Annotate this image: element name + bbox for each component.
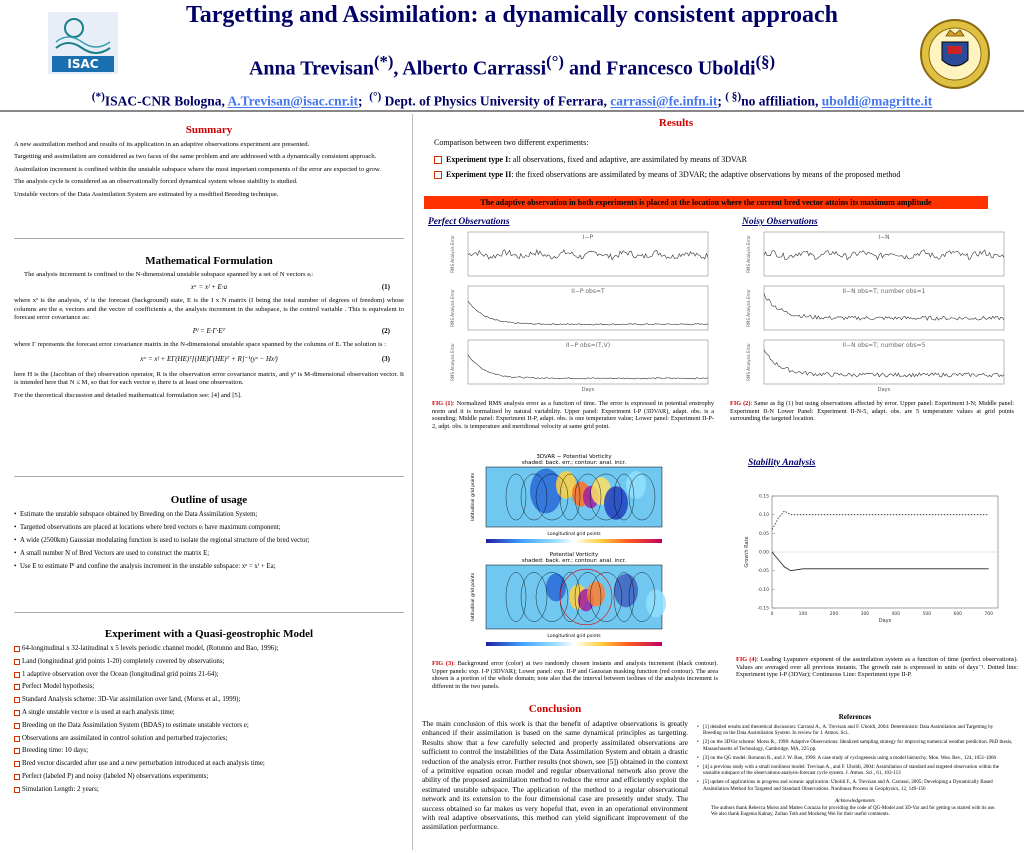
equation-3-text: xᵃ = xᶠ + EΓ(HE)ᵀ[(HE)Γ(HE)ᵀ + R]⁻¹(yᵒ − Hxᶠ) xyxy=(140,355,278,364)
list-item: Observations are assimilated in control solution and perturbed trajectories; xyxy=(14,735,404,743)
y-tick-label: -0.15 xyxy=(757,606,769,612)
fig4-caption xyxy=(736,656,1018,679)
panel-label: II−N obs=T; number obs=1 xyxy=(842,288,926,295)
experiment-type-2-label: Experiment type II xyxy=(446,170,512,179)
reference-item: • [3] on the QG model: Rotunno R., and J. W. Bao, 1996: A case study of cyclogenesis using a model hierarchy. Mon. Wea. Rev., 124, 1051-1066 xyxy=(697,755,1013,761)
map1-ylabel: latitudinal grid points xyxy=(471,472,476,522)
list-item: • A small number N of Bred Vectors are used to construct the matrix E; xyxy=(14,550,404,558)
panel-ylabel: RMS Analysis Error xyxy=(746,235,751,273)
fig3-label: FIG (3) xyxy=(432,660,454,667)
x-tick-label: 400 xyxy=(891,612,901,617)
y-tick-label: 0.05 xyxy=(758,531,769,537)
x-axis-label: Days xyxy=(878,618,892,624)
experiment-type-2 xyxy=(434,170,1014,180)
fig1-text: : Normalized RMS analysis error as a function of time. The error is expressed in potential enstrophy norm and it is normalized by natural variability. Upper panel: Experiment I-P (3DVAR), adapt. obs. is a sounding; Middle panel: Experiment II-P, adapt. obs. is one temperature value; Lower panel: Experiment II-P-2, adpt. obs. is temperature and meridional velocity at same grid point. xyxy=(432,400,714,430)
x-tick-label: 700 xyxy=(984,612,994,617)
list-item: Breeding time: 10 days; xyxy=(14,747,404,755)
map2-colorbar xyxy=(486,642,662,646)
x-tick-label: 500 xyxy=(922,612,932,617)
map1-title: 3DVAR − Potential Vorticity xyxy=(536,454,612,460)
x-tick-label: 600 xyxy=(953,612,963,617)
reference-item: • [4] a previous study with a small nonlinear model: Trevisan A., and F. Uboldi, 2004: Assimilation of standard and targeted observation within the unstable subspace of the observations-analysis-forecast cycle system. J. Atmos. Sci., 61, 103-113 xyxy=(697,764,1013,776)
list-item: • Use E to estimate Pᶠ and confine the analysis increment in the unstable subspace: xᵃ = xᶠ + Ea; xyxy=(14,563,404,571)
panel-xlabel: Days xyxy=(877,387,891,393)
key-finding-banner: The adaptive observation in both experiments is placed at the location where the current bred vector attains its maximum amplitude xyxy=(424,196,988,209)
list-item: 1 adaptive observation over the Ocean (longitudinal grid points 21-64); xyxy=(14,671,404,679)
summary-paragraph: Assimilation increment is confined within the unstable subspace where the most important components of the error are expected to grow. xyxy=(14,165,381,173)
stability-analysis-title: Stability Analysis xyxy=(748,458,816,468)
experiment-list xyxy=(14,645,404,794)
experiment-body xyxy=(14,645,404,799)
x-tick-label: 100 xyxy=(798,612,808,617)
list-item: Breeding on the Data Assimilation System (BDAS) to estimate unstable vectors e; xyxy=(14,722,404,730)
y-tick-label: 0.00 xyxy=(758,550,769,556)
fig2-panels xyxy=(746,232,1004,393)
list-item: Perfect Model hypothesis; xyxy=(14,683,404,691)
panel-ylabel: RMS Analysis Error xyxy=(450,235,455,273)
reference-item: • [1] detailed results and theoretical discussion: Carrassi A., A. Trevisan and F. Uboldi, 2004: Deterministic Data Assimilation and Targetting by Breeding on the Data Assimilation System. In review for J. Atmos. Sci.. xyxy=(697,724,1013,736)
map2-subtitle: shaded: back. err.; contour: anal. incr. xyxy=(521,558,627,564)
color-blob xyxy=(587,581,605,606)
list-item: Standard Analysis scheme: 3D-Var assimilation over land, (Morss et al., 1999); xyxy=(14,696,404,704)
experiment-title: Experiment with a Quasi-geostrophic Model xyxy=(104,628,314,640)
equation-1-text: xᵃ = xᶠ + E·a xyxy=(190,283,228,292)
list-item: Simulation Length: 2 years; xyxy=(14,786,404,794)
results-intro: Comparison between two different experiments: xyxy=(434,138,589,147)
fig4-text: : Leading Lyapunov exponent of the assimilation system as a function of time (perfect observations). Values are averaged over all previous instants. The growth rate is expressed in units of days⁻¹. Dotted line: Experiment type I-P (3DVar); Continuous Line: Experiment type II-P. xyxy=(736,656,1018,679)
summary-title: Summary xyxy=(185,124,233,136)
list-item: A single unstable vector e is used at each analysis time; xyxy=(14,709,404,717)
panel-label: II−P obs=T xyxy=(571,288,605,295)
fig1-panels xyxy=(450,232,708,393)
experiment-type-1-label: Experiment type I: xyxy=(446,155,511,164)
panel-ylabel: RMS Analysis Error xyxy=(450,343,455,381)
outline-body xyxy=(14,511,404,576)
perfect-observations-title: Perfect Observations xyxy=(428,217,510,227)
list-item: • Estimate the unstable subspace obtained by Breeding on the Data Assimilation System; xyxy=(14,511,404,519)
reference-item: • [2] on the 3DVar scheme: Morss R., 1998: Adaptive Observations: Idealized sampling strategy for improving numerical weather prediction. PhD thesis, Massachusetts of Technology, Cambridge, MA, 225 pp. xyxy=(697,739,1013,751)
experiment-type-1-text: all observations, fixed and adaptive, are assimilated by means of 3DVAR xyxy=(510,155,747,164)
y-tick-label: 0.10 xyxy=(758,513,769,519)
map2-xlabel: Longitudinal grid points xyxy=(547,634,601,639)
equation-3-number: (3) xyxy=(381,355,390,364)
list-item: 64-longitudinal x 32-latitudinal x 5 levels periodic channel model, (Rotunno and Bao, 1996); xyxy=(14,645,404,653)
list-item: Perfect (labeled P) and noisy (labeled N) observations experiments; xyxy=(14,773,404,781)
equation-1 xyxy=(14,283,404,291)
map1-colorbar xyxy=(486,539,662,543)
equation-2-number: (2) xyxy=(381,326,390,335)
color-blob xyxy=(546,573,566,601)
list-item: Bred vector discarded after use and a new perturbation introduced at each analysis time; xyxy=(14,760,404,768)
fig2-label: FIG (2) xyxy=(730,400,751,407)
poster-title: Targetting and Assimilation: a dynamically consistent approach xyxy=(185,2,839,28)
fig3-potential-vorticity-maps xyxy=(464,452,674,652)
panel-xlabel: Days xyxy=(581,387,595,393)
fig3-text: : Background error (color) at two randomly chosen instants and analysis increment (black contour). Upper panels: exp. I-P (3DVAR); Lower panel: exp. II-P and Gaussian masking function (red contour). The area shown is a portion of the whole domain; note also that the interval between isolines of the analysis increment is different in the two panels. xyxy=(432,660,718,690)
results-intro-block xyxy=(434,138,1014,185)
results-title: Results xyxy=(658,117,694,129)
experiment-type-2-text: : the fixed observations are assimilated by means of 3DVAR; the adaptive observations by means of the proposed method xyxy=(511,170,901,179)
math-title: Mathematical Formulation xyxy=(145,255,273,267)
summary-paragraph: A new assimilation method and results of its application in an adaptive observations experiment are presented. xyxy=(14,141,310,148)
fig2-text: : Same as fig (1) but using observations affected by error. Upper panel: Experiment I-N; Middle panel: Experiment II-N Lower Panel: Experiment II-N-5, adapt. obs. are 5 temperature values at grid points surrounding the targeted location. xyxy=(730,400,1014,423)
experiment-type-1 xyxy=(434,155,1014,165)
svg-text:ISAC: ISAC xyxy=(67,57,99,71)
fig1-caption xyxy=(432,400,714,430)
math-body xyxy=(14,271,404,404)
y-tick-label: -0.05 xyxy=(757,569,769,575)
y-axis-label: Growth Rate xyxy=(744,536,750,568)
math-text-2: where Γ represents the forecast error covariance matrix in the N-dimensional unstable space spanned by the columns of E. The solution is : xyxy=(14,340,386,348)
equation-2-text: Pᶠ = E·Γ·Eᵀ xyxy=(192,326,226,335)
math-text-3: here H is the (Jacobian of the) observation operator, R is the observation error covariance matrix, and yᵒ is M-dimensional observation vector. It is intended here that N ≤ M, so that for each vector eᵢ there is at least one observation. xyxy=(14,371,404,387)
map2-title: Potential Vorticity xyxy=(549,552,599,558)
math-text-1: where xᵃ is the analysis, xᶠ is the forecast (background) state, E is the I x N matrix (I being the total number of degrees of freedom) whose columns are the eᵢ vectors and the vector of coefficients a, the analysis increment in the subspace, is the control variable . This is equivalent to forecast error covariance as: xyxy=(14,297,404,322)
panel-ylabel: RMS Analysis Error xyxy=(746,289,751,327)
equation-3 xyxy=(14,355,404,363)
panel-label: I−N xyxy=(878,234,890,241)
map2-ylabel: latitudinal grid points xyxy=(471,572,476,622)
fig2-caption xyxy=(730,400,1014,423)
list-item: • A wide (2500km) Gaussian modulating function is used to isolate the regional structure of the bred vector; xyxy=(14,537,404,545)
equation-2 xyxy=(14,327,404,335)
math-text-4: For the theoretical discussion and detailed mathematical formulation see: [4] and [5]. xyxy=(14,391,242,399)
acknowledgements-text: The authors thank Rebecca Morss and Matteo Corazza for providing the code of QG-Model and 3D-Var and for getting us started with its use. We also thank Eugenia Kalnay, Zoltan Toth and Mozheng Wei for their useful comments. xyxy=(711,805,996,817)
panel-label: II−P obs=(T,V) xyxy=(565,342,611,349)
color-blob xyxy=(614,574,638,608)
color-blob xyxy=(646,589,666,617)
references-list xyxy=(697,724,1013,792)
fig4-stability-chart xyxy=(740,490,1010,640)
section-divider xyxy=(14,612,404,613)
fig4-label: FIG (4) xyxy=(736,656,757,663)
checkbox-bullet-icon xyxy=(434,156,442,164)
fig3-caption xyxy=(432,660,718,690)
fig1-label: FIG (1) xyxy=(432,400,453,407)
conclusion-text: The main conclusion of this work is that the benefit of adaptive observations is greatly enhanced if their assimilation is based on the same dynamical principles as targetting. Results show that a few carefully selected and properly assimilated observations are sufficient to control the instabilities of the Data Assimilation System and obtain a drastic reduction of the analysis error. Further results (not shown, see [5]) obtained in the context of a primitive equation ocean model and regular observational network also prove the ability of the proposed assimilation method to reduce the error and efficiently exploit the estimated unstable subspace. The application of the method to a regular observational network and its extension to the four dimensional case are presently under study. The success obtained so far makes us very hopeful that, even in an operational environment with real adaptive observations, this method can yield significant improvement of the assimilation performance. xyxy=(422,719,688,832)
section-divider xyxy=(14,238,404,239)
references-title: References xyxy=(838,713,872,721)
list-item: Land (longitudinal grid points 1-20) completely covered by observations; xyxy=(14,658,404,666)
map1-xlabel: Longitudinal grid points xyxy=(547,532,601,537)
reference-item: • [5] update of applications in progress and oceanic application: Uboldi F., A. Trevisan and A. Carrassi, 2005: Developing a Dynamically Based Assimilation Method for Targeted and Standard Observations. Nonlinear Process in Geophysics, 12, 149-156 xyxy=(697,779,1013,791)
summary-paragraph: The analysis cycle is considered as an observationally forced dynamical system whose stability is studied. xyxy=(14,178,298,186)
column-divider xyxy=(412,114,413,850)
acknowledgements-title: Acknowledgements xyxy=(835,797,875,804)
affiliations-line: (*)ISAC-CNR Bologna, A.Trevisan@isac.cnr.it; (°) Dept. of Physics University of Ferrara, carrassi@fe.infn.it; ( §)no affiliation, uboldi@magritte.it xyxy=(91,91,933,109)
authors-line: Anna Trevisan(*), Alberto Carrassi(°) and Francesco Uboldi(§) xyxy=(248,52,776,80)
series-exp-I-P-line xyxy=(772,511,989,530)
references-block xyxy=(697,713,1013,818)
panel-ylabel: RMS Analysis Error xyxy=(450,289,455,327)
x-tick-label: 0 xyxy=(770,612,774,617)
summary-paragraph: Unstable vectors of the Data Assimilation System are estimated by a modified Breeding technique. xyxy=(14,190,279,198)
summary-body xyxy=(14,141,404,203)
conclusion-title: Conclusion xyxy=(528,703,582,715)
panel-label: II−N obs=T; number obs=5 xyxy=(842,342,926,349)
panel-ylabel: RMS Analysis Error xyxy=(746,343,751,381)
fig1-rms-error-chart xyxy=(440,228,720,396)
map1-subtitle: shaded: back. err.; contour: anal. incr. xyxy=(521,460,627,466)
section-divider xyxy=(14,476,404,477)
equation-1-number: (1) xyxy=(381,283,390,292)
summary-paragraph: Targetting and assimilation are considered as two faces of the same problem and are addressed with a dynamically consistent approach. xyxy=(14,153,377,161)
series-exp-II-P-line xyxy=(772,552,989,571)
header-divider xyxy=(0,110,1024,112)
fig4-plot xyxy=(744,494,998,625)
x-tick-label: 200 xyxy=(829,612,839,617)
outline-title: Outline of usage xyxy=(170,494,248,506)
list-item: • Targetted observations are placed at locations where bred vectors eᵢ have maximum component; xyxy=(14,524,404,532)
panel-label: I−P xyxy=(582,234,594,241)
math-intro: The analysis increment is confined to the N-dimensional unstable subspace spanned by a set of N vectors eᵢ: xyxy=(24,271,314,278)
x-tick-label: 300 xyxy=(860,612,870,617)
y-tick-label: 0.15 xyxy=(758,494,769,500)
fig2-rms-error-chart xyxy=(736,228,1018,396)
checkbox-bullet-icon xyxy=(434,171,442,179)
noisy-observations-title: Noisy Observations xyxy=(742,217,818,227)
outline-list xyxy=(14,511,404,571)
y-tick-label: -0.10 xyxy=(757,587,769,593)
